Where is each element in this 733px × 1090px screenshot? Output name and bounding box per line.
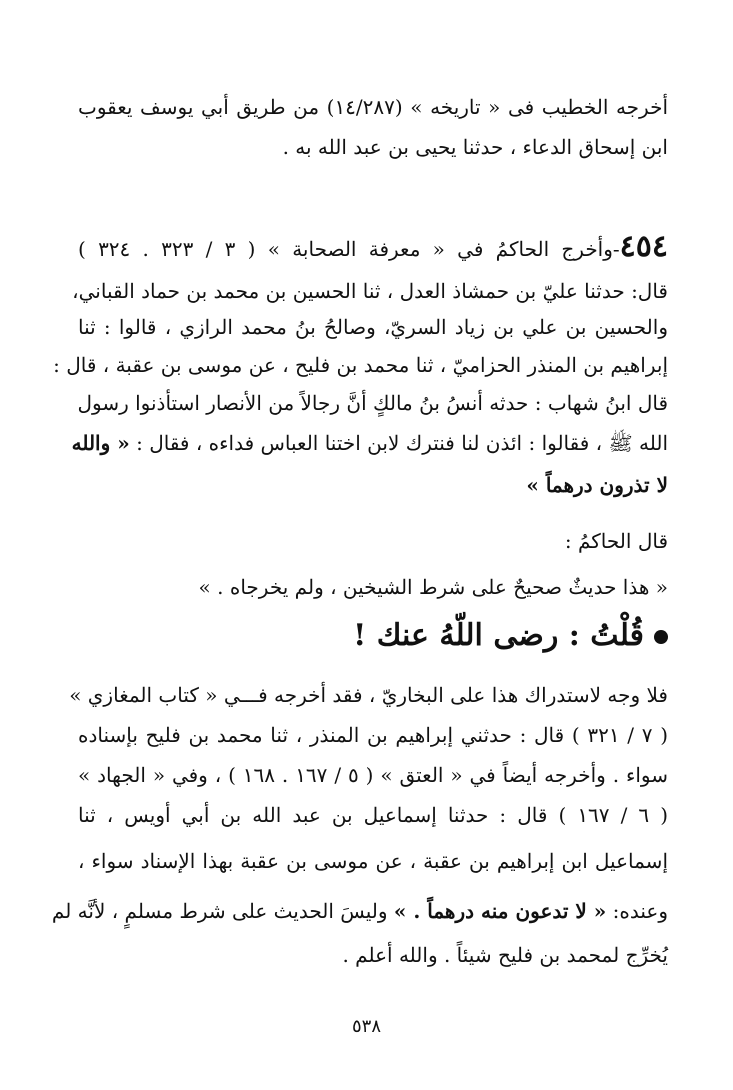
text-segment: وليسَ الحديث على شرط مسلمٍ ، لأنَّه لم: [51, 899, 388, 923]
page-number: ٥٣٨: [351, 1016, 381, 1037]
hakim-quote: « هذا حديثٌ صحيحٌ على شرط الشيخين ، ولم يخرجاه . »: [198, 575, 668, 599]
section-heading: [300, 616, 668, 656]
quote-open: « والله: [71, 431, 130, 455]
text-line: ( ٦ / ١٦٧ ) قال : حدثنا إسماعيل بن عبد الله بن أبي أويس ، ثنا: [78, 803, 668, 827]
quote-close: لا تذرون درهماً »: [526, 473, 668, 497]
text-segment: وعنده:: [612, 899, 668, 923]
bullet-icon: [654, 630, 668, 644]
text-line: [71, 428, 668, 460]
text-line: ( ٧ / ٣٢١ ) قال : حدثني إبراهيم بن المنذر ، ثنا محمد بن فليح بإسناده: [78, 723, 668, 747]
text-line: إبراهيم بن المنذر الحزاميّ ، ثنا محمد بن فليح ، عن موسى بن عقبة ، قال :: [53, 353, 668, 377]
text-line: يُخرِّج لمحمد بن فليح شيئاً . والله أعلم .: [342, 943, 668, 967]
hadith-header: [78, 228, 668, 268]
hadith-text: الله ﷺ ، فقالوا : ائذن لنا فنترك لابن اختنا العباس فداءه ، فقال :: [136, 431, 668, 455]
hadith-source: -وأخرج الحاكمُ في « معرفة الصحابة » ( ٣ / ٣٢٣ . ٣٢٤ ): [78, 237, 620, 261]
text-line: قال ابنُ شهاب : حدثه أنسُ بنُ مالكٍ أنَّ رجالاً من الأنصار استأذنوا رسول: [77, 391, 668, 415]
heading-text: قُلْتُ : رضى اللّهُ عنك !: [353, 618, 644, 653]
text-line: ابن إسحاق الدعاء ، حدثنا يحيى بن عبد الله به .: [282, 135, 668, 159]
text-line: أخرجه الخطيب فى « تاريخه » (١٤/٢٨٧) من طريق أبي يوسف يعقوب: [78, 95, 669, 119]
hadith-number: ٤٥٤: [619, 229, 669, 264]
hakim-label: قال الحاكمُ :: [564, 529, 668, 553]
text-line: فلا وجه لاستدراك هذا على البخاريّ ، فقد أخرجه فـــي « كتاب المغازي »: [69, 683, 668, 707]
text-line: إسماعيل ابن إبراهيم بن عقبة ، عن موسى بن عقبة بهذا الإسناد سواء ،: [78, 849, 668, 873]
text-line: سواء . وأخرجه أيضاً في « العتق » ( ٥ / ١٦٧ . ١٦٨ ) ، وفي « الجهاد »: [78, 763, 669, 787]
text-line: والحسين بن علي بن زياد السريّ، وصالحُ بنُ محمد الرازي ، قالوا : ثنا: [78, 315, 668, 339]
text-line: قال: حدثنا عليّ بن حمشاذ العدل ، ثنا الحسين بن محمد بن حماد القباني،: [72, 279, 668, 303]
bold-quote: « لا تدعون منه درهماً . »: [393, 899, 607, 923]
text-line: [51, 896, 668, 928]
